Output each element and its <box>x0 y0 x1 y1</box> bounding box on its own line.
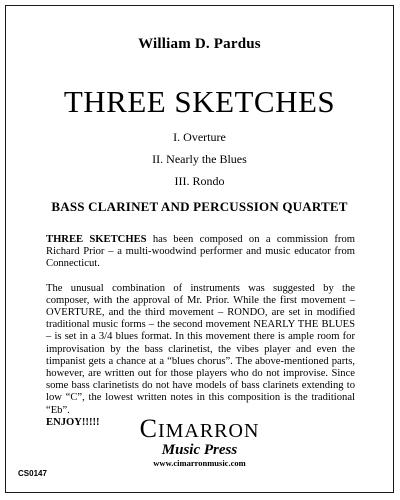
cover-page <box>5 5 394 493</box>
movement-list <box>6 126 393 192</box>
instrumentation-subtitle: BASS CLARINET AND PERCUSSION QUARTET <box>51 199 348 214</box>
publisher-name-rest: IMARRON <box>157 420 260 442</box>
publisher-initial: C <box>139 414 158 443</box>
description-paragraph <box>46 234 355 271</box>
composer-name: William D. Pardus <box>138 36 261 52</box>
movement-item: II. Nearly the Blues <box>152 152 247 166</box>
description-lead: THREE SKETCHES <box>46 234 147 245</box>
description-paragraph-2 <box>46 283 355 417</box>
publisher-logo <box>6 414 393 468</box>
description-paragraph-1-text: has been composed on a commission from Richard Prior – a multi-woodwind performer and music educator from Connecticut. <box>46 234 355 270</box>
description-text <box>46 234 355 441</box>
publisher-url: www.cimarronmusic.com <box>153 458 246 468</box>
publisher-subname: Music Press <box>161 442 238 458</box>
catalog-number: CS0147 <box>18 469 47 478</box>
piece-title: THREE SKETCHES <box>63 84 336 119</box>
movement-item: III. Rondo <box>174 174 225 188</box>
publisher-name <box>6 414 393 443</box>
movement-item: I. Overture <box>173 130 226 144</box>
description-paragraph-2-text: The unusual combination of instruments was suggested by the composer, with the approval of Mr. Prior. While the first movement – OVERTURE, and the third movement – RONDO, are set in modified traditional music forms – the second movement NEARLY THE BLUES – is set in a 3/4 blues format. In this movement there is ample room for improvisation by the bass clarinetist, the vibes player and even the timpanist gets a chance at a “blues chorus”. The above-mentioned parts, however, are written out for those players who do not improvise. Since some bass clarinetists do not have models of bass clarinets extending to low “C”, the lowest written notes in this composition is the traditional “Eb”. <box>46 282 355 416</box>
enjoy-text: ENJOY!!!!! <box>46 416 100 428</box>
